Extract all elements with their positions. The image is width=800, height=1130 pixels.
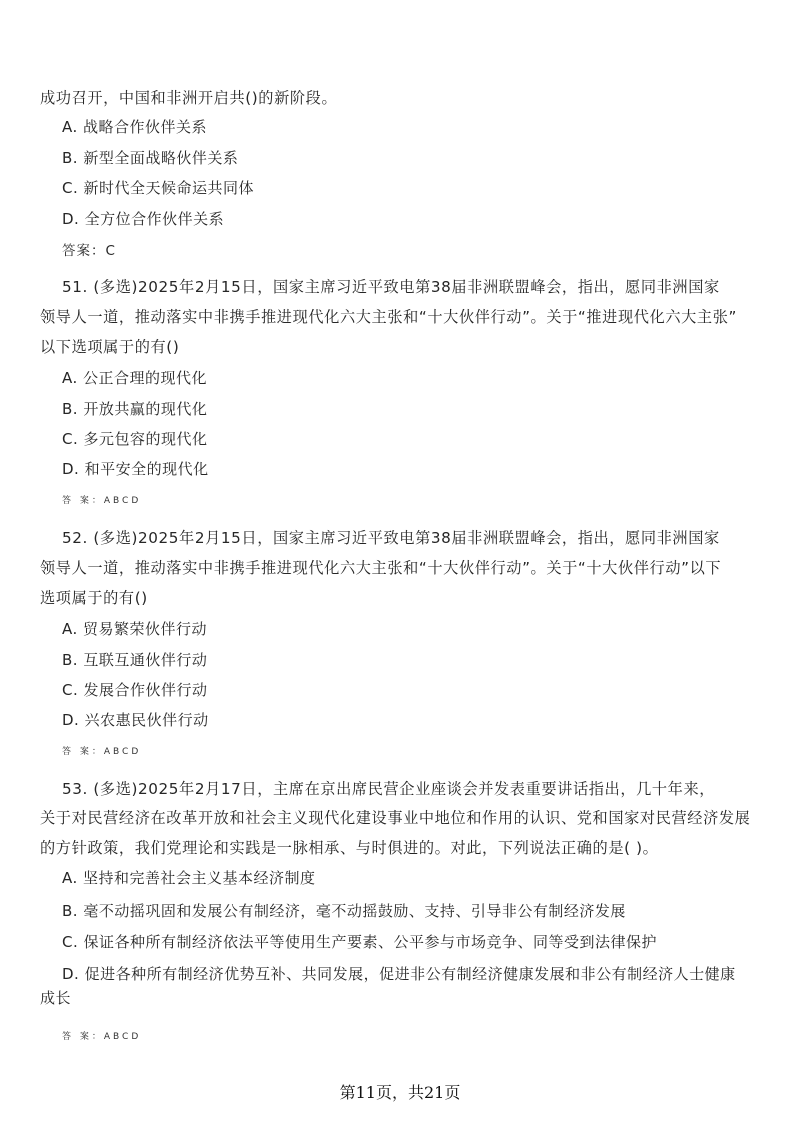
option-c: C. 多元包容的现代化 [62,430,208,448]
answer-label: 答 案：ABCD [62,496,142,506]
option-a: A. 战略合作伙伴关系 [62,118,208,136]
option-c: C. 新时代全天候命运共同体 [62,179,255,197]
option-a: A. 公正合理的现代化 [62,369,208,387]
answer-label: 答 案：ABCD [62,1032,142,1042]
option-d: D. 兴农惠民伙伴行动 [62,711,209,729]
question-53-line-2: 关于对民营经济在改革开放和社会主义现代化建设事业中地位和作用的认识、党和国家对民营经济发展 [40,809,751,827]
option-a: A. 坚持和完善社会主义基本经济制度 [62,869,316,887]
option-c: C. 保证各种所有制经济依法平等使用生产要素、公平参与市场竞争、同等受到法律保护 [62,933,658,951]
option-b: B. 互联互通伙伴行动 [62,651,208,669]
option-d: D. 全方位合作伙伴关系 [62,210,225,228]
question-51-line-1: 51. (多选)2025年2月15日，国家主席习近平致电第38届非洲联盟峰会，指出，愿同非洲国家 [62,278,720,296]
question-52-line-2: 领导人一道，推动落实中非携手推进现代化六大主张和“十大伙伴行动”。关于“十大伙伴行动”以下 [40,559,722,577]
question-53-line-3: 的方针政策，我们党理论和实践是一脉相承、与时俱进的。对此，下列说法正确的是( )。 [40,839,659,857]
option-d-continuation: 成长 [40,989,72,1007]
question-text-line: 成功召开，中国和非洲开启共()的新阶段。 [40,89,338,107]
question-53-line-1: 53. (多选)2025年2月17日，主席在京出席民营企业座谈会并发表重要讲话指出，几十年来， [62,780,716,798]
option-a: A. 贸易繁荣伙伴行动 [62,620,208,638]
option-b: B. 开放共赢的现代化 [62,400,208,418]
option-d: D. 和平安全的现代化 [62,460,209,478]
question-52-line-1: 52. (多选)2025年2月15日，国家主席习近平致电第38届非洲联盟峰会，指出，愿同非洲国家 [62,529,720,547]
question-51-line-3: 以下选项属于的有() [40,338,180,356]
option-c: C. 发展合作伙伴行动 [62,681,208,699]
answer-label: 答 案：ABCD [62,747,142,757]
question-51-line-2: 领导人一道，推动落实中非携手推进现代化六大主张和“十大伙伴行动”。关于“推进现代化六大主张” [40,308,737,326]
option-b: B. 毫不动摇巩固和发展公有制经济，毫不动摇鼓励、支持、引导非公有制经济发展 [62,902,626,920]
page-number: 第11页，共21页 [339,1083,461,1102]
option-d: D. 促进各种所有制经济优势互补、共同发展，促进非公有制经济健康发展和非公有制经济人士健康 [62,965,736,983]
option-b: B. 新型全面战略伙伴关系 [62,149,239,167]
question-52-line-3: 选项属于的有() [40,589,148,607]
answer-label: 答案：C [62,243,116,259]
